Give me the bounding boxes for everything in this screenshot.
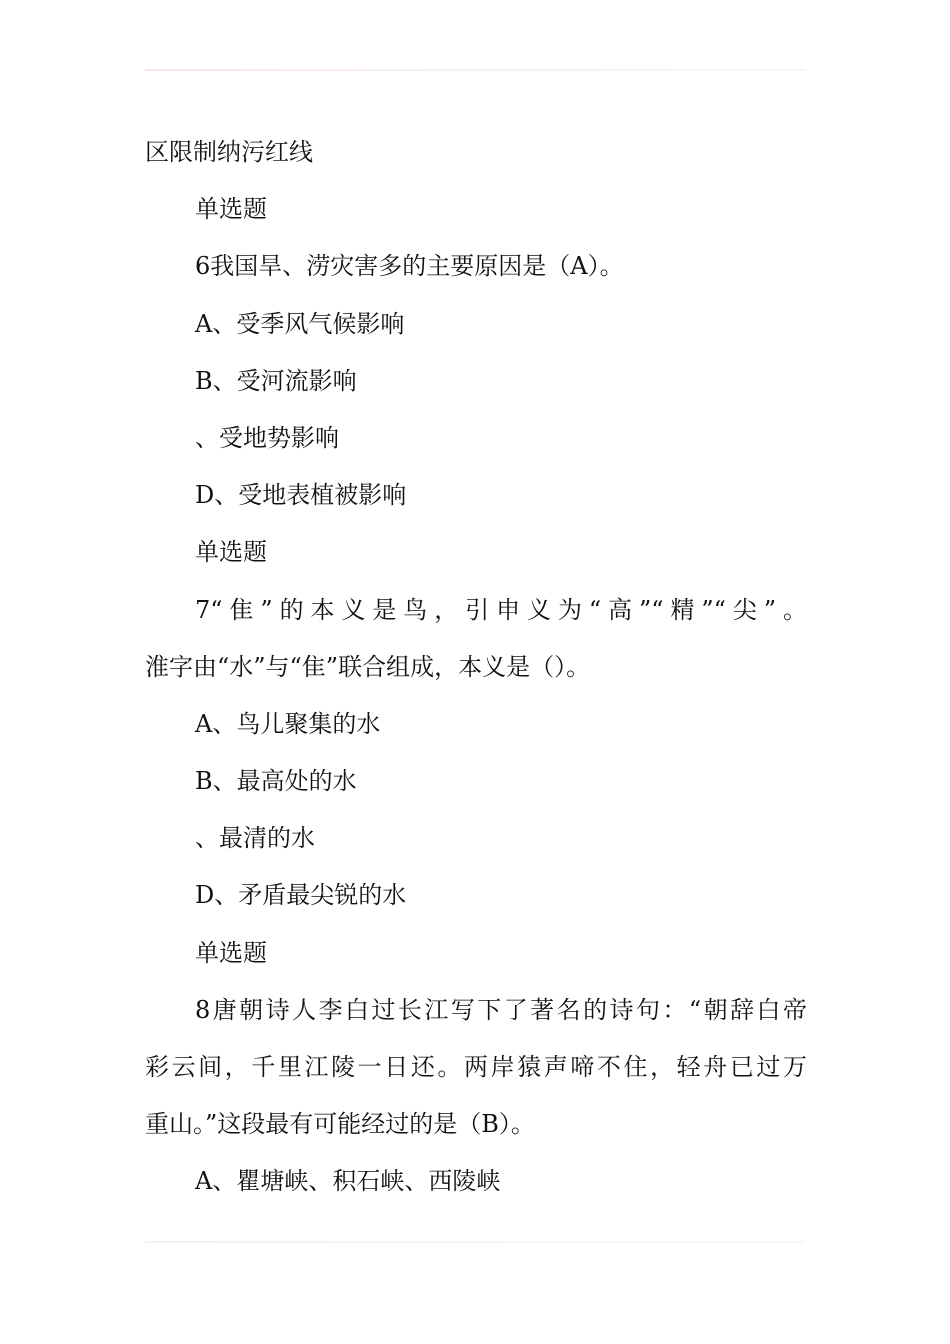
text-line: 淮字由“水”与“隹”联合组成，本义是（）。 [145, 652, 591, 681]
document-body [145, 124, 807, 1211]
text-line: 7“隹”的本义是鸟，引申义为“高”“精”“尖”。 [195, 595, 807, 624]
text-line: 6我国旱、涝灾害多的主要原因是（A）。 [195, 252, 624, 281]
text-line: D、受地表植被影响 [195, 481, 407, 510]
text-line: 重山。”这段最有可能经过的是（B）。 [145, 1110, 535, 1139]
text-line: 区限制纳污红线 [145, 138, 313, 166]
text-line: A、瞿塘峡、积石峡、西陵峡 [195, 1167, 501, 1196]
text-line: 彩云间，千里江陵一日还。两岸猿声啼不住，轻舟已过万 [145, 1053, 807, 1081]
text-line: 单选题 [195, 538, 267, 567]
text-line: 、最清的水 [195, 824, 315, 853]
page-header-rule [145, 69, 805, 71]
text-line: 8唐朝诗人李白过长江写下了著名的诗句：“朝辞白帝 [195, 995, 807, 1024]
text-line: 单选题 [195, 938, 267, 967]
text-line: A、受季风气候影响 [195, 309, 405, 338]
text-line: B、最高处的水 [195, 767, 357, 796]
text-line: A、鸟儿聚集的水 [195, 709, 381, 738]
text-line: 单选题 [195, 195, 267, 224]
text-line: D、矛盾最尖锐的水 [195, 881, 407, 910]
text-line: B、受河流影响 [195, 366, 357, 395]
text-line: 、受地势影响 [195, 423, 339, 452]
page-footer-rule [145, 1241, 805, 1243]
